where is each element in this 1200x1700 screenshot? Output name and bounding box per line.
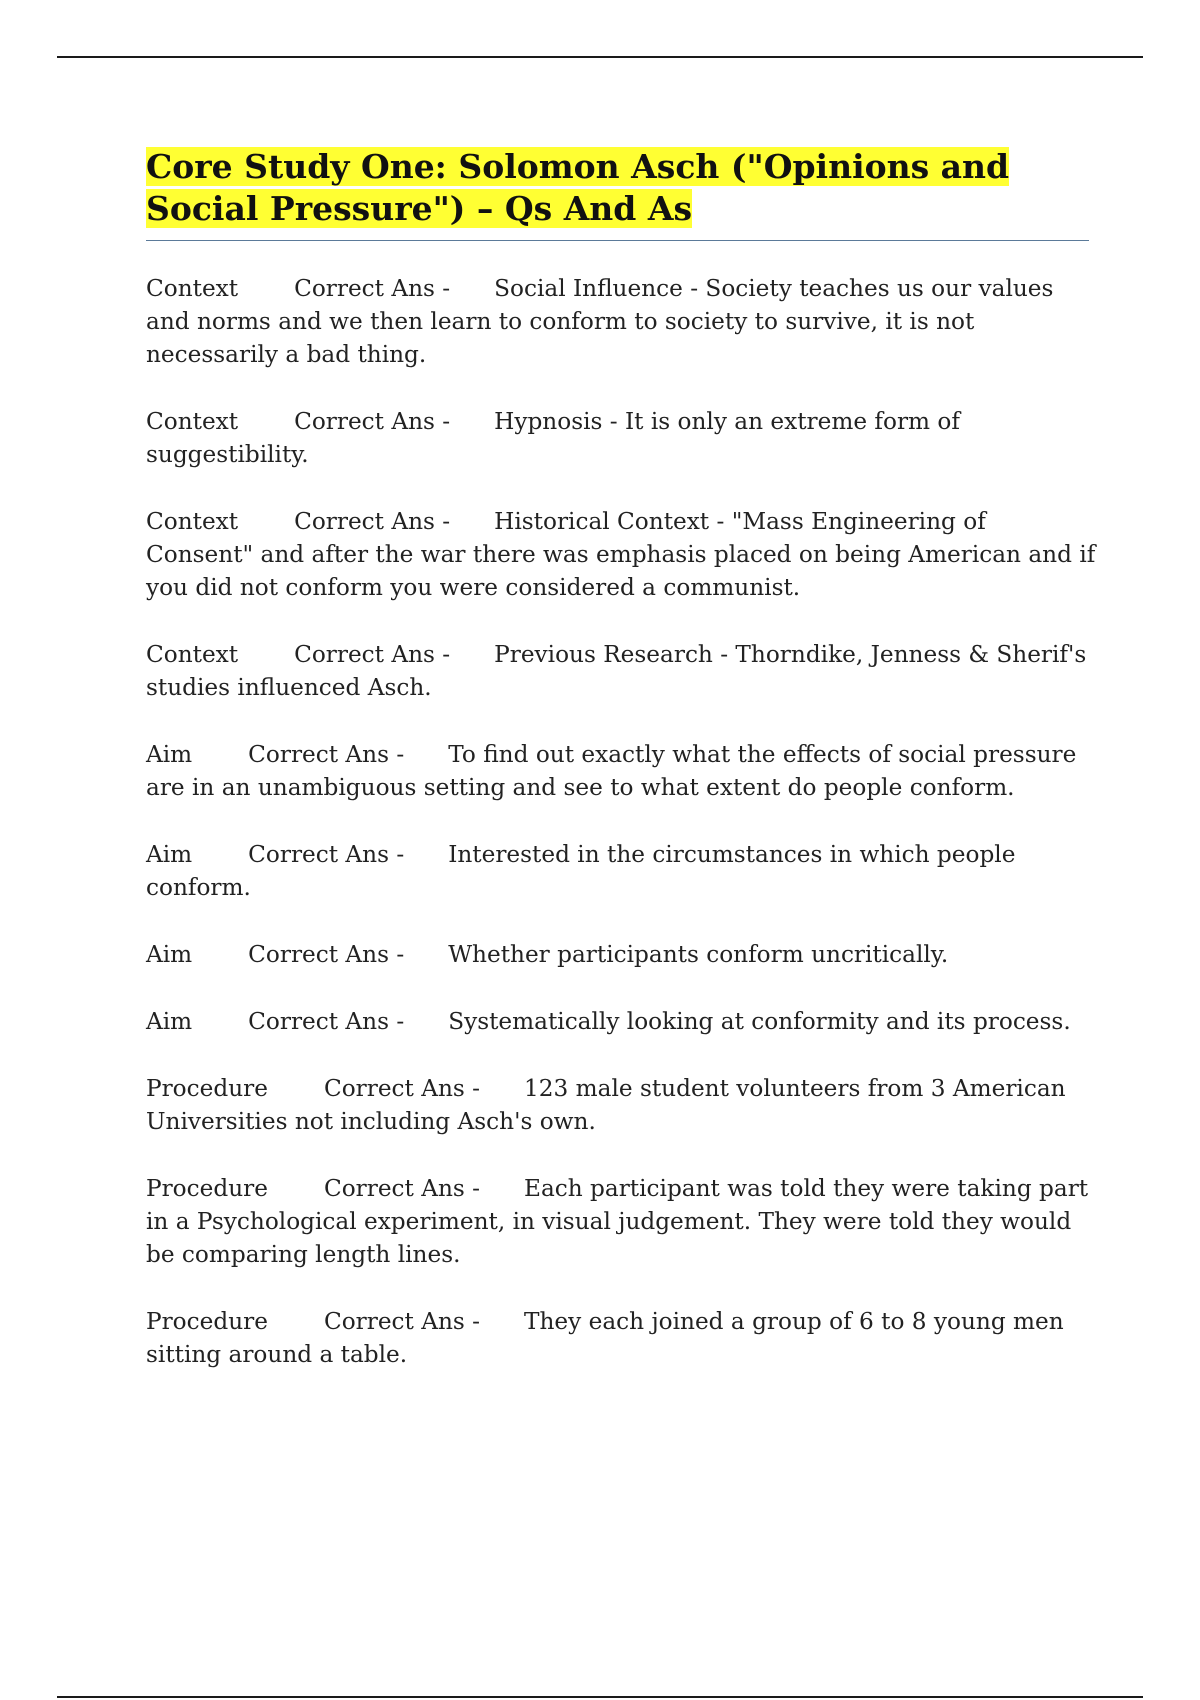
qa-term: Aim — [146, 1008, 193, 1035]
qa-term: Procedure — [146, 1308, 268, 1335]
qa-answer-label: Correct Ans - — [323, 1308, 481, 1335]
qa-item — [146, 272, 1096, 371]
qa-answer: Systematically looking at conformity and its process. — [448, 1008, 1071, 1035]
qa-item — [146, 1072, 1096, 1138]
document-title — [146, 146, 1089, 230]
footer-rule — [57, 1696, 1143, 1698]
title-underline — [146, 240, 1089, 241]
qa-answer: Interested in the circumstances in which people conform. — [146, 841, 1016, 901]
qa-term: Aim — [146, 841, 193, 868]
qa-answer-label: Correct Ans - — [294, 408, 451, 435]
qa-answer-label: Correct Ans - — [294, 275, 451, 302]
qa-item — [146, 505, 1096, 604]
qa-term: Context — [146, 508, 239, 535]
qa-item — [146, 838, 1096, 904]
qa-answer-label: Correct Ans - — [248, 1008, 405, 1035]
qa-term: Context — [146, 408, 239, 435]
qa-answer-label: Correct Ans - — [294, 641, 451, 668]
qa-answer-label: Correct Ans - — [323, 1175, 481, 1202]
qa-item — [146, 1005, 1096, 1038]
document-title-block — [146, 146, 1089, 241]
qa-list — [146, 272, 1096, 1405]
qa-term: Procedure — [146, 1175, 268, 1202]
qa-answer-label: Correct Ans - — [323, 1075, 481, 1102]
qa-answer: Historical Context - "Mass Engineering of Consent" and after the war there was emphasis placed on being American and if you did not conform you were considered a communist. — [146, 508, 1096, 601]
qa-item — [146, 1172, 1096, 1271]
qa-answer: Whether participants conform uncritically. — [448, 941, 949, 968]
qa-term: Context — [146, 275, 239, 302]
qa-answer-label: Correct Ans - — [294, 508, 451, 535]
qa-item — [146, 738, 1096, 804]
qa-item — [146, 938, 1096, 971]
qa-answer: 123 male student volunteers from 3 American Universities not including Asch's own. — [146, 1075, 1066, 1135]
qa-answer-label: Correct Ans - — [248, 941, 405, 968]
qa-answer: Social Influence - Society teaches us our values and norms and we then learn to conform to society to survive, it is not necessarily a bad thing. — [146, 275, 1054, 368]
qa-item — [146, 638, 1096, 704]
qa-item — [146, 405, 1096, 471]
qa-term: Procedure — [146, 1075, 268, 1102]
qa-item — [146, 1305, 1096, 1371]
qa-term: Context — [146, 641, 239, 668]
qa-term: Aim — [146, 741, 193, 768]
qa-answer: To find out exactly what the effects of social pressure are in an unambiguous setting and see to what extent do people conform. — [146, 741, 1077, 801]
document-title-text: Core Study One: Solomon Asch ("Opinions and Social Pressure") – Qs And As — [146, 147, 1010, 228]
qa-answer-label: Correct Ans - — [248, 741, 405, 768]
qa-answer: Previous Research - Thorndike, Jenness & Sherif's studies influenced Asch. — [146, 641, 1087, 701]
qa-answer-label: Correct Ans - — [248, 841, 405, 868]
qa-term: Aim — [146, 941, 193, 968]
header-rule — [57, 56, 1143, 58]
qa-answer: They each joined a group of 6 to 8 young men sitting around a table. — [146, 1308, 1064, 1368]
qa-answer: Each participant was told they were taking part in a Psychological experiment, in visual judgement. They were told they would be comparing length lines. — [146, 1175, 1089, 1268]
qa-answer: Hypnosis - It is only an extreme form of suggestibility. — [146, 408, 960, 468]
